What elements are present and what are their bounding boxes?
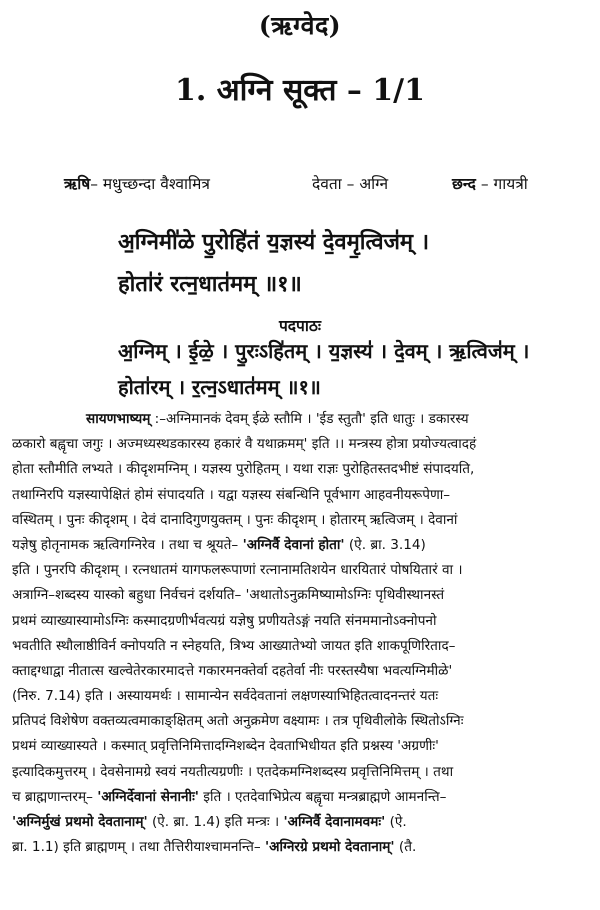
mantra-line-1: अ॒ग्निमी॑ळे पु॒रोहि॑तं य॒ज्ञस्य॑ दे॒वमृ॒त्विज॑म् । — [118, 230, 430, 255]
commentary-line: वस्थितम् । पुनः कीदृशम् । देवं दानादिगुणयुक्तम् । पुनः कीदृशम् । होतारम् ऋत्विजम् । देवानां — [12, 511, 458, 528]
commentary-line: 'अग्निर्मुखं प्रथमो देवतानाम्' (ऐ. ब्रा. 1.4) इति मन्त्रः । 'अग्निर्वै देवानामवमः' (ऐ. — [12, 814, 407, 830]
commentary-line: ळकारो बह्वृचा जगुः । अज्मध्यस्थडकारस्य हकारं वै यथाक्रमम्' इति ।। मन्त्रस्य होत्रा प्रयोज्यत्वादहं — [12, 436, 477, 453]
commentary-line: क्ताद्दग्धाद्वा नीतात्स खल्वेतेरकारमादत्ते गकारमनक्तेर्वा दहतेर्वा नीः परस्तस्यैषा भवत्यग्निमीळे' — [12, 662, 453, 679]
rishi-value: – मधुच्छन्दा वैश्वामित्र — [90, 175, 210, 193]
commentary-line: ब्रा. 1.1) इति ब्राह्मणम् । तथा तैत्तिरीयाश्चामनन्ति– 'अग्निरग्रे प्रथमो देवतानाम्' (तै. — [12, 839, 417, 856]
commentary-line: भवतीति स्थौलाष्ठीविर्न क्नोपयति न स्नेहयति, त्रिभ्य आख्यातेभ्यो जायत इति शाकपूणिरिताद– — [12, 637, 456, 654]
sayana-commentary — [12, 407, 588, 860]
commentary-line: च ब्राह्मणान्तरम्– 'अग्निर्देवानां सेनानीः' इति । एतदेवाभिप्रेत्य बह्वृचा मन्त्रब्राह्मणे आमनन्ति– — [12, 788, 447, 805]
commentary-line: प्रथमं व्याख्यास्यामोऽग्निः कस्मादग्रणीर्भवत्यग्रं यज्ञेषु प्रणीयतेऽङ्गं नयति संनममानोऽक्नोपनो — [12, 612, 437, 629]
commentary-line: अत्राग्नि–शब्दस्य यास्को बहुधा निर्वचनं दर्शयति– 'अथातोऽनुक्रमिष्यामोऽग्निः पृथिवीस्थानस्तं — [12, 587, 445, 604]
quote-bold: 'अग्निर्मुखं प्रथमो देवतानाम्' — [12, 814, 148, 830]
chhanda-field — [452, 172, 528, 194]
padapatha-label: पदपाठः — [279, 317, 321, 335]
quote-bold: 'अग्निर्वै देवानां होता' — [242, 536, 345, 553]
commentary-heading: सायणभाष्यम् — [86, 411, 151, 427]
devata-value: – अग्नि — [346, 175, 389, 193]
mantra-line-2: होता॑रं रत्न॒धात॑मम् ॥१॥ — [118, 272, 302, 297]
veda-heading: (ऋग्वेद) — [258, 11, 342, 40]
commentary-line: प्रतिपदं विशेषेण वक्तव्यत्वमाकाङ्क्षितम् अतो अनुक्रमेण वक्ष्यामः । तत्र पृथिवीलोके स्थितोऽग्निः — [12, 713, 464, 730]
padapatha-line-2: होता॑रम् । र॒त्न॒ऽधात॑मम् ॥१॥ — [118, 375, 321, 399]
commentary-line: सायणभाष्यम् :–अग्निमानकं देवम् ईळे स्तौमि । 'ईड स्तुतौ' इति धातुः । डकारस्य — [86, 411, 469, 427]
commentary-line: तथाग्निरपि यज्ञस्यापेक्षितं होमं संपादयति । यद्वा यज्ञस्य संबन्धिनि पूर्वभाग आहवनीयरूपेणा– — [12, 486, 451, 503]
sukta-title: 1. अग्नि सूक्त – 1/1 — [174, 73, 426, 108]
commentary-line: इति । पुनरपि कीदृशम् । रत्नधातमं यागफलरूपाणां रत्नानामतिशयेन धारयितारं पोषयितारं वा । — [12, 562, 463, 579]
commentary-line: इत्यादिकमुत्तरम् । देवसेनामग्रे स्वयं नयतीत्यग्रणीः । एतदेकमग्निशब्दस्य प्रवृत्तिनिमित्तम् । तथा — [12, 763, 454, 780]
rishi-field — [64, 172, 210, 194]
devata-label: देवता — [312, 175, 342, 193]
quote-bold: 'अग्निर्देवानां सेनानीः' — [97, 788, 199, 805]
commentary-line: (निरु. 7.14) इति । अस्यायमर्थः । सामान्येन सर्वदेवतानां लक्षणस्याभिहितत्वादनन्तरं यतः — [12, 688, 439, 705]
chhanda-label: छन्द — [452, 175, 476, 193]
rishi-label: ऋषि — [64, 175, 91, 193]
padapatha-line-1: अ॒ग्निम् । ई॒ळे॒ । पु॒रःऽहि॑तम् । य॒ज्ञस्य॑ । दे॒वम् । ऋ॒त्विज॑म् । — [118, 339, 530, 363]
devata-field — [312, 172, 388, 194]
commentary-line: होता स्तौमीति लभ्यते । कीदृशमग्निम् । यज्ञस्य पुरोहितम् । यथा राज्ञः पुरोहितस्तदभीष्टं संपादयति, — [12, 461, 475, 478]
quote-bold: 'अग्निरग्रे प्रथमो देवतानाम्' — [264, 839, 395, 856]
commentary-line: प्रथमं व्याख्यास्यते । कस्मात् प्रवृत्तिनिमित्तादग्निशब्देन देवताभिधीयत इति प्रश्नस्य 'अग्रणीः' — [12, 738, 439, 755]
commentary-line: यज्ञेषु होतृनामक ऋत्विगग्निरेव । तथा च श्रूयते– 'अग्निर्वै देवानां होता' (ऐ. ब्रा. 3.14) — [12, 536, 426, 553]
chhanda-value: – गायत्री — [480, 175, 528, 193]
quote-bold: 'अग्निर्वै देवानामवमः' — [283, 814, 386, 830]
